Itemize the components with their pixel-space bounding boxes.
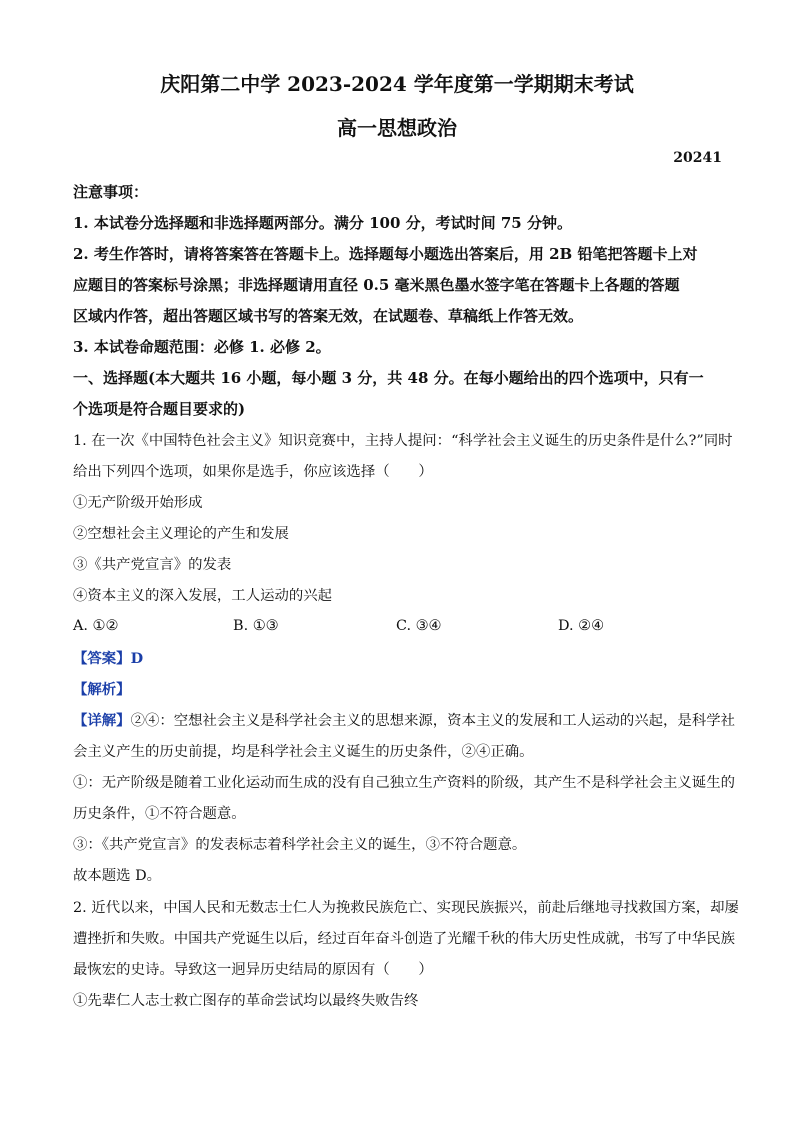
notice-item-2-cont-2: 区域内作答，超出答题区域书写的答案无效，在试题卷、草稿纸上作答无效。 bbox=[73, 307, 584, 325]
notice-item-1: 1. 本试卷分选择题和非选择题两部分。满分 100 分，考试时间 75 分钟。 bbox=[73, 214, 572, 232]
q1-detail-line-2: 会主义产生的历史前提，均是科学社会主义诞生的历史条件，②④正确。 bbox=[73, 744, 534, 760]
q1-detail-line-5: ③：《共产党宣言》的发表标志着科学社会主义的诞生，③不符合题意。 bbox=[73, 837, 527, 853]
section-heading: 一、选择题(本大题共 16 小题，每小题 3 分，共 48 分。在每小题给出的四个选项中，只有一 bbox=[73, 369, 704, 387]
q1-conclusion: 故本题选 D。 bbox=[73, 868, 162, 884]
q1-option-b: B. ①③ bbox=[233, 618, 279, 634]
q1-item-4: ④资本主义的深入发展，工人运动的兴起 bbox=[73, 588, 333, 604]
exam-code: 20241 bbox=[673, 150, 722, 166]
q1-option-c: C. ③④ bbox=[396, 618, 442, 634]
notice-heading: 注意事项： bbox=[73, 183, 149, 201]
q2-stem-cont-1: 遭挫折和失败。中国共产党诞生以后，经过百年奋斗创造了光耀千秋的伟大历史性成就，书写了中华民族 bbox=[73, 931, 735, 947]
q2-item-1: ①先辈仁人志士救亡图存的革命尝试均以最终失败告终 bbox=[73, 993, 419, 1009]
q1-option-a: A. ①② bbox=[73, 618, 119, 634]
q1-detail-line-1 bbox=[73, 711, 735, 731]
q1-item-2: ②空想社会主义理论的产生和发展 bbox=[73, 526, 289, 542]
exam-subtitle: 高一思想政治 bbox=[337, 116, 457, 140]
q2-stem-cont-2: 最恢宏的史诗。导致这一迥异历史结局的原因有（ ） bbox=[73, 962, 433, 978]
exam-title: 庆阳第二中学 2023-2024 学年度第一学期期末考试 bbox=[160, 72, 634, 96]
q1-stem-cont: 给出下列四个选项，如果你是选手，你应该选择（ ） bbox=[73, 464, 433, 480]
q1-detail-line-3: ①：无产阶级是随着工业化运动而生成的没有自己独立生产资料的阶级，其产生不是科学社会主义诞生的 bbox=[73, 775, 735, 791]
q1-detail-line-4: 历史条件，①不符合题意。 bbox=[73, 806, 246, 822]
q1-option-d: D. ②④ bbox=[558, 618, 604, 634]
section-heading-cont: 个选项是符合题目要求的) bbox=[73, 400, 246, 418]
q2-stem: 2. 近代以来，中国人民和无数志士仁人为挽救民族危亡、实现民族振兴，前赴后继地寻找救国方案，却屡 bbox=[73, 900, 739, 916]
q1-detail-label: 【详解】 bbox=[73, 712, 131, 729]
q1-stem: 1. 在一次《中国特色社会主义》知识竞赛中，主持人提问：“科学社会主义诞生的历史条件是什么?”同时 bbox=[73, 433, 733, 449]
q1-answer: 【答案】D bbox=[73, 650, 144, 667]
notice-item-3: 3. 本试卷命题范围：必修 1. 必修 2。 bbox=[73, 338, 331, 356]
q1-analysis-label: 【解析】 bbox=[73, 681, 131, 698]
q1-item-3: ③《共产党宣言》的发表 bbox=[73, 557, 232, 573]
q1-item-1: ①无产阶级开始形成 bbox=[73, 495, 203, 511]
notice-item-2: 2. 考生作答时，请将答案答在答题卡上。选择题每小题选出答案后，用 2B 铅笔把答题卡上对 bbox=[73, 245, 698, 263]
notice-item-2-cont-1: 应题目的答案标号涂黑；非选择题请用直径 0.5 毫米黑色墨水签字笔在答题卡上各题的答题 bbox=[73, 276, 680, 294]
q1-detail-text-1: ②④：空想社会主义是科学社会主义的思想来源，资本主义的发展和工人运动的兴起，是科学社 bbox=[130, 713, 735, 729]
